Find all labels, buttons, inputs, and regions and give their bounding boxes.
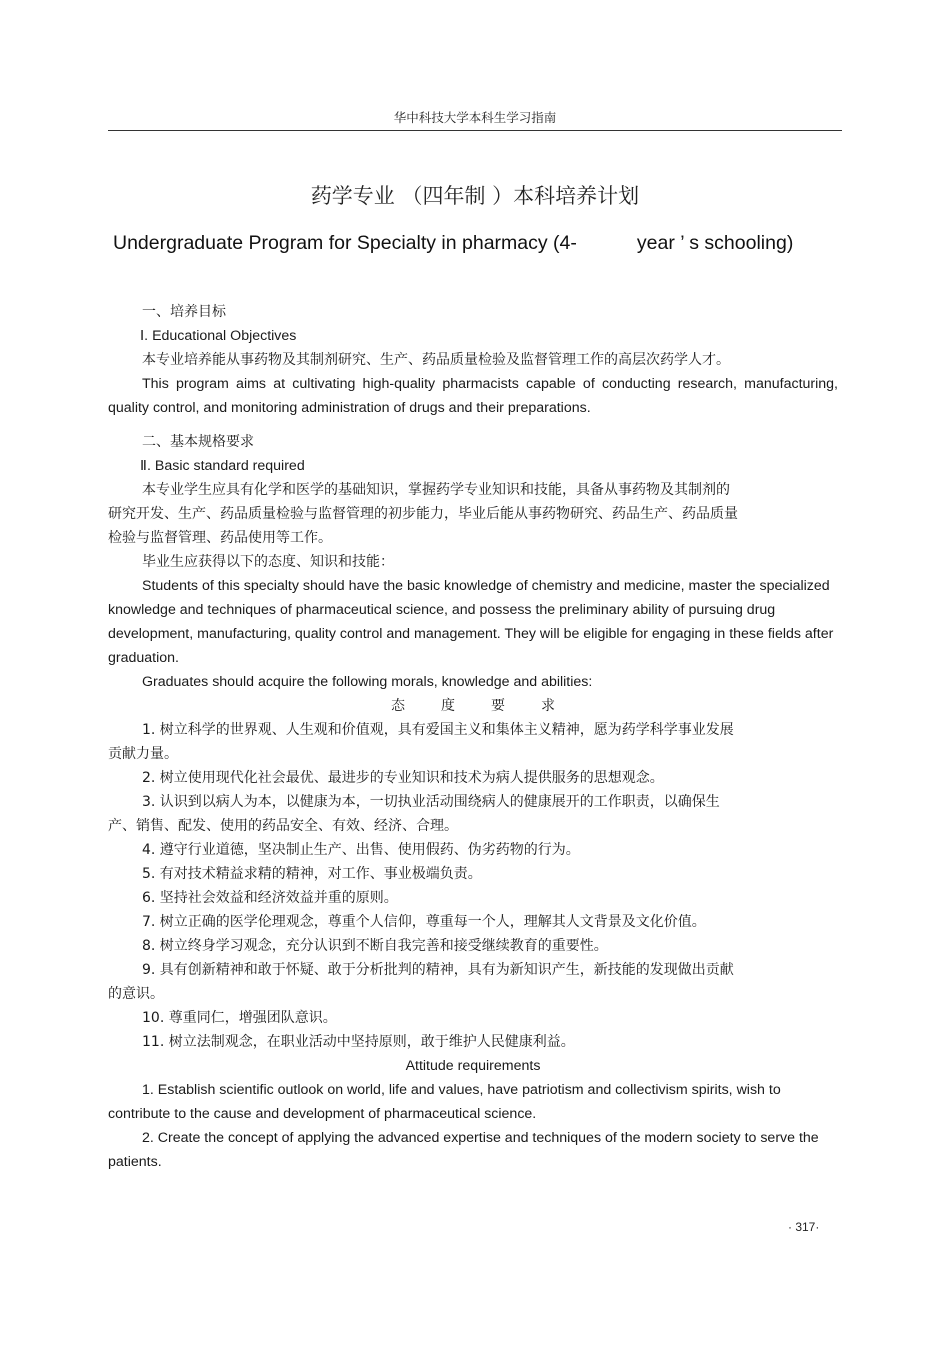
section2-text-en2: Graduates should acquire the following morals, knowledge and abilities: [142,674,593,690]
attitude-item-cn: 9. 具有创新精神和敢于怀疑、敢于分析批判的精神，具有为新知识产生，新技能的发现做出贡献的意识。 [108,962,734,1002]
attitude-item-cn: 1. 树立科学的世界观、人生观和价值观，具有爱国主义和集体主义精神，愿为药学科学事业发展贡献力量。 [108,722,734,762]
title-en-part1: Undergraduate Program for Specialty in pharmacy (4- [113,232,577,254]
attitude-item-en: 2. Create the concept of applying the advanced expertise and techniques of the modern society to serve the patients. [108,1130,819,1170]
page-number: · 317· [788,1220,820,1234]
attitude-heading-en: Attitude requirements [405,1058,541,1074]
section1-heading-en: Ⅰ. Educational Objectives [140,328,297,344]
section2-text-cn2: 毕业生应获得以下的态度、知识和技能： [142,554,394,570]
attitude-item-cn: 3. 认识到以病人为本，以健康为本，一切执业活动围绕病人的健康展开的工作职责，以确保生产、销售、配发、使用的药品安全、有效、经济、合理。 [108,794,720,834]
title-en-part2: year ’ s schooling) [636,232,794,254]
attitude-item-cn: 10. 尊重同仁，增强团队意识。 [142,1010,337,1026]
attitude-heading-cn: 态度要求 [391,698,591,714]
running-header: 华中科技大学本科生学习指南 [393,110,557,125]
attitude-item-en: 1. Establish scientific outlook on world, life and values, have patriotism and collectivism spirits, wish to contribute to the cause and development of pharmaceutical science. [108,1082,781,1122]
attitude-item-cn: 2. 树立使用现代化社会最优、最进步的专业知识和技术为病人提供服务的思想观念。 [142,770,664,786]
section1-text-en: This program aims at cultivating high-quality pharmacists capable of conducting research, manufacturing, quality control, and monitoring administration of drugs and their preparations. [108,376,838,416]
section2-heading-cn: 二、基本规格要求 [142,434,254,450]
attitude-item-cn: 5. 有对技术精益求精的精神，对工作、事业极端负责。 [142,866,482,882]
page-title-en [113,232,853,255]
attitude-item-cn: 4. 遵守行业道德，坚决制止生产、出售、使用假药、伪劣药物的行为。 [142,842,580,858]
section1-text-cn: 本专业培养能从事药物及其制剂研究、生产、药品质量检验及监督管理工作的高层次药学人才。 [142,352,730,368]
attitude-item-cn: 6. 坚持社会效益和经济效益并重的原则。 [142,890,398,906]
attitude-item-cn: 8. 树立终身学习观念，充分认识到不断自我完善和接受继续教育的重要性。 [142,938,608,954]
page-title-cn: 药学专业 （四年制 ）本科培养计划 [310,184,640,208]
section2-text-cn: 本专业学生应具有化学和医学的基础知识，掌握药学专业知识和技能，具备从事药物及其制剂的研究开发、生产、药品质量检验与监督管理的初步能力，毕业后能从事药物研究、药品生产、药品质量检验与监督管理、药品使用等工作。 [108,482,738,546]
header-divider [108,130,842,131]
attitude-item-cn: 11. 树立法制观念，在职业活动中坚持原则，敢于维护人民健康利益。 [142,1034,575,1050]
document-body [108,300,838,1174]
section1-heading-cn: 一、培养目标 [142,304,226,320]
section2-heading-en: Ⅱ. Basic standard required [140,458,305,474]
section2-text-en: Students of this specialty should have the basic knowledge of chemistry and medicine, master the specialized knowledge and techniques of pharmaceutical science, and possess the preliminary ability of pursuing drug development, manufacturing, quality control and management. They will be eligible for engaging in these fields after graduation. [108,578,834,666]
attitude-item-cn: 7. 树立正确的医学伦理观念，尊重个人信仰，尊重每一个人，理解其人文背景及文化价值。 [142,914,706,930]
